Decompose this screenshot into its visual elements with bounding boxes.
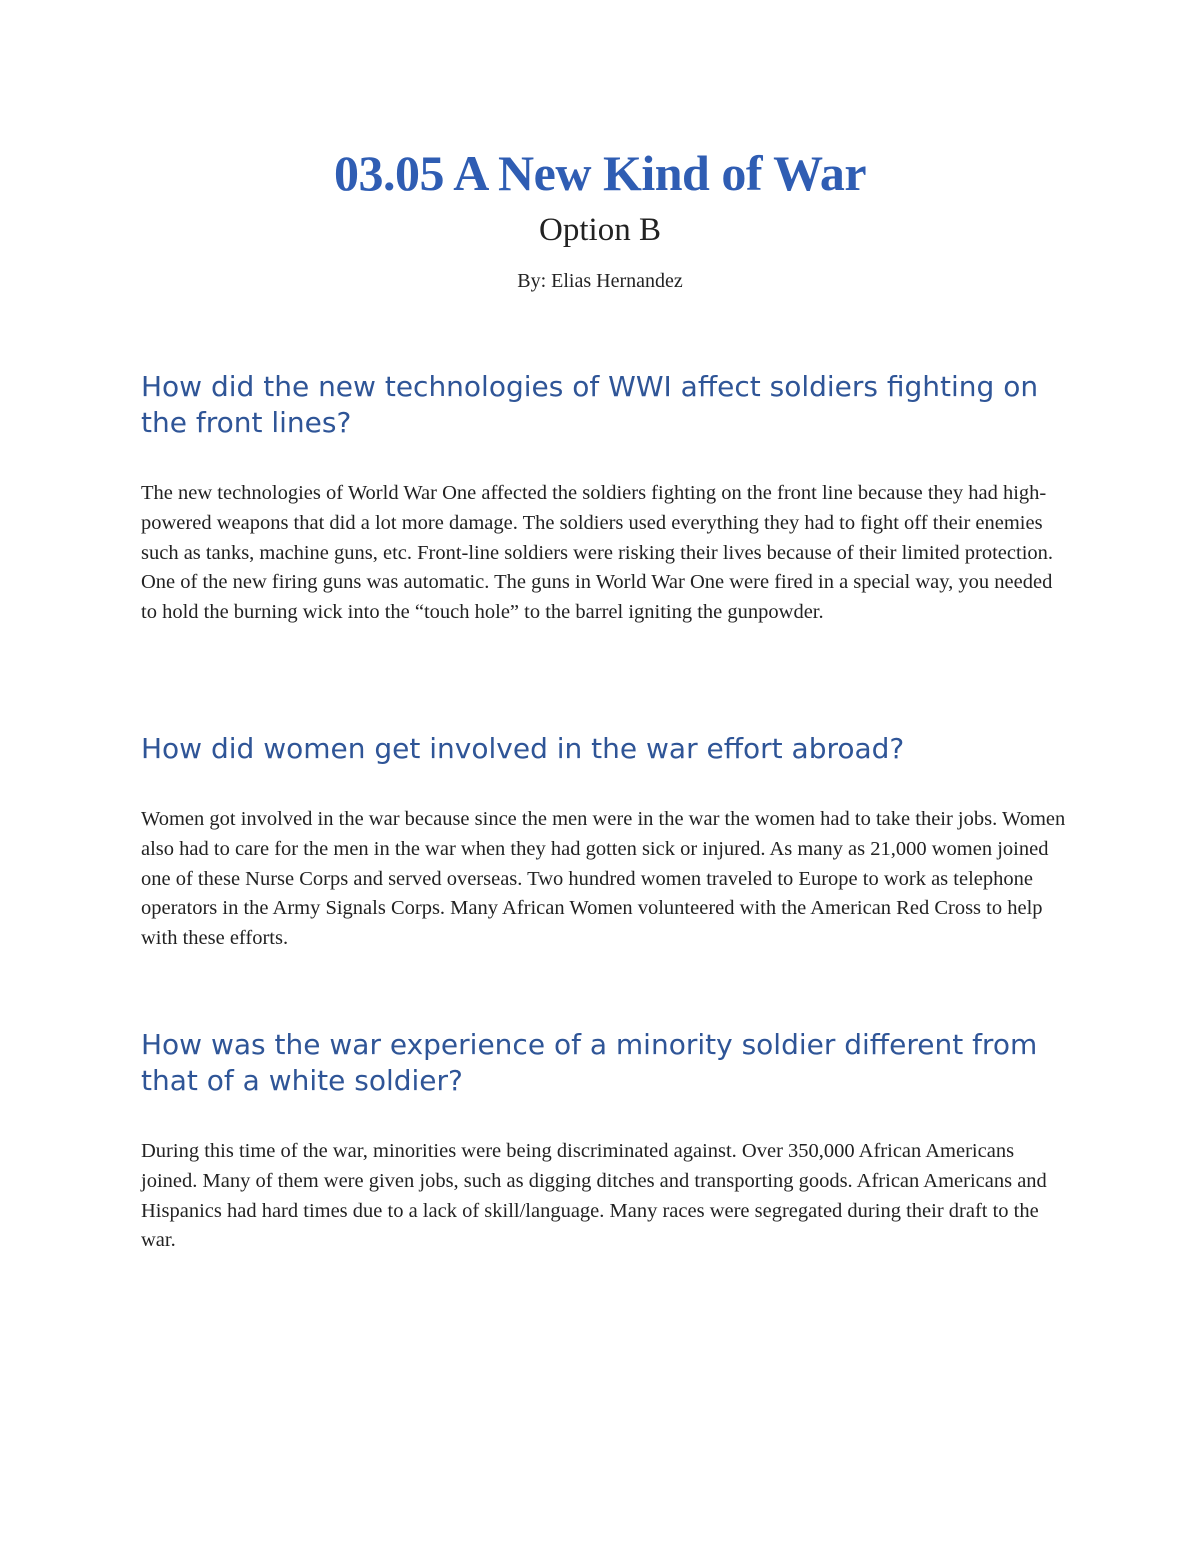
document-subtitle: Option B [539, 212, 661, 248]
section-body-women: Women got involved in the war because since the men were in the war the women had to take their jobs. Women also had to care for the men in the war when they had gotten sick or injured. As many as 21,000 women joined one of these Nurse Corps and served overseas. Two hundred women traveled to Europe to work as telephone operators in the Army Signals Corps. Many African Women volunteered with the American Red Cross to help with these efforts. [141, 808, 1066, 950]
section-body-technologies: The new technologies of World War One affected the soldiers fighting on the front line because they had high-powered weapons that did a lot more damage. The soldiers used everything they had to fight off their enemies such as tanks, machine guns, etc. Front-line soldiers were risking their lives because of their limited protection. One of the new firing guns was automatic. The guns in World War One were fired in a special way, you needed to hold the burning wick into the “touch hole” to the barrel igniting the gunpowder. [141, 482, 1054, 624]
author-byline: By: Elias Hernandez [517, 270, 683, 292]
document-title: 03.05 A New Kind of War [333, 145, 867, 201]
section-body-minority-soldiers: During this time of the war, minorities were being discriminated against. Over 350,000 African Americans joined. Many of them were given jobs, such as digging ditches and transporting goods. African Americans and Hispanics had hard times due to a lack of skill/language. Many races were segregated during their draft to the war. [141, 1140, 1047, 1252]
section-heading-technologies: How did the new technologies of WWI affect soldiers fighting on the front lines? [141, 370, 1039, 439]
section-heading-minority-soldiers: How was the war experience of a minority soldier different from that of a white soldier? [141, 1028, 1038, 1097]
section-heading-women: How did women get involved in the war effort abroad? [141, 732, 905, 765]
